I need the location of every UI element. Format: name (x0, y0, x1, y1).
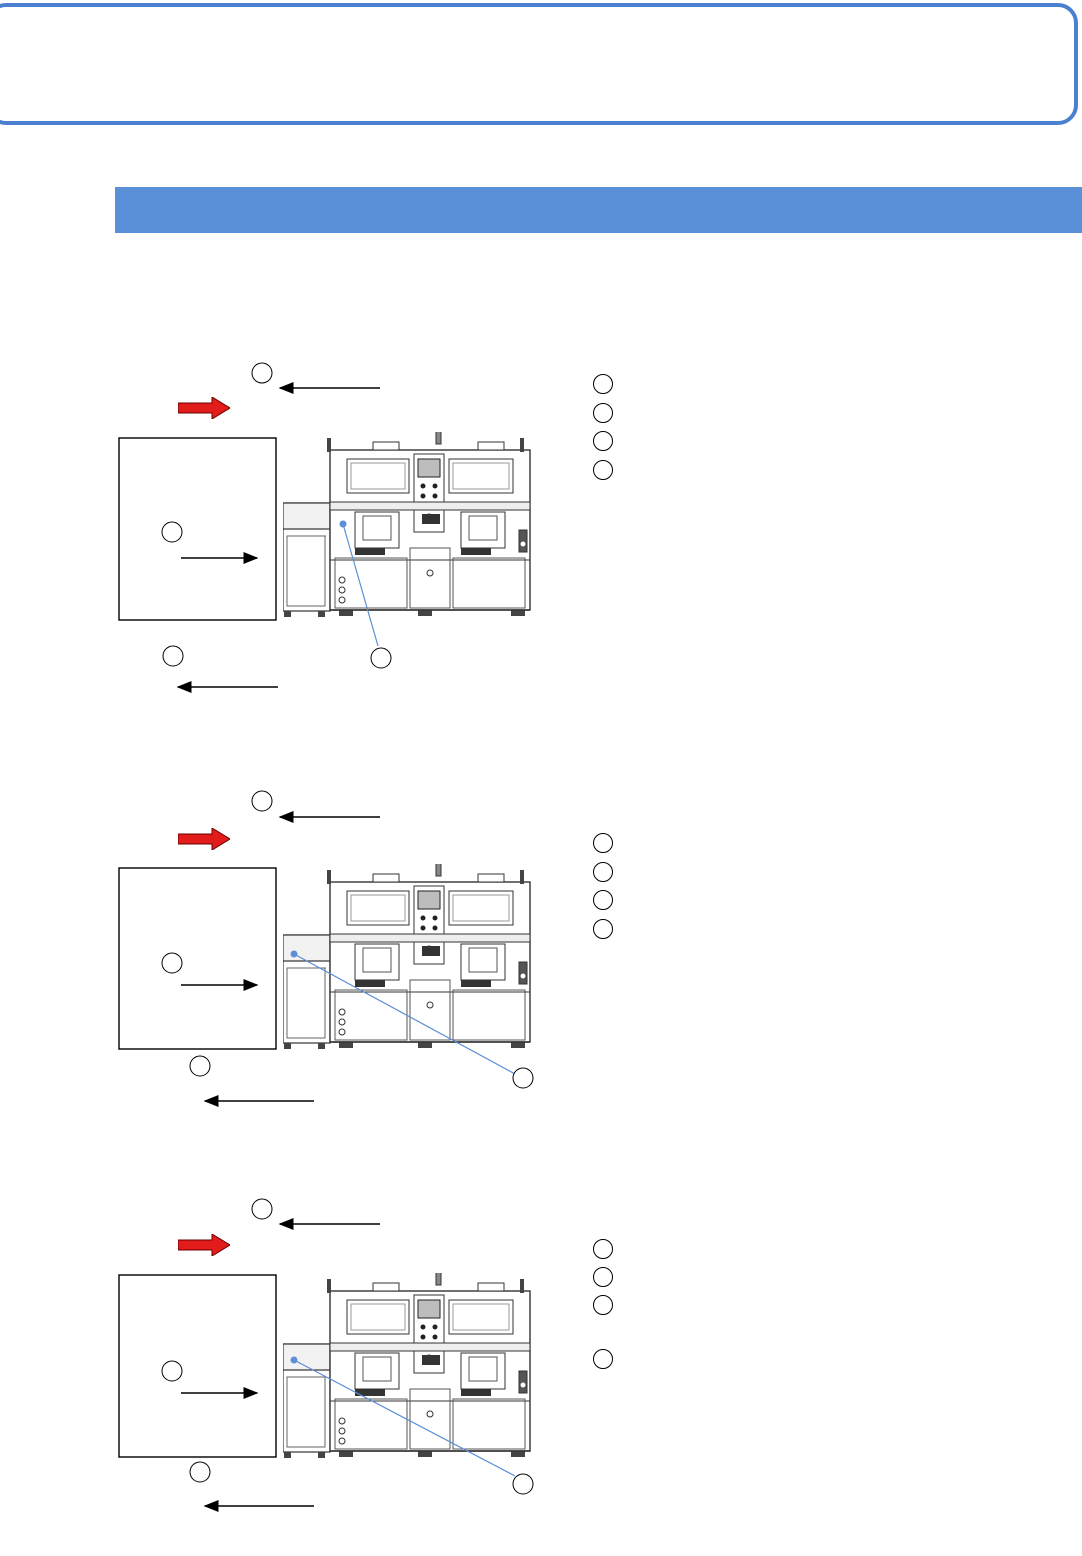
callout-circle (593, 1267, 613, 1287)
callout-circle (252, 363, 272, 383)
callout-circle (593, 460, 613, 480)
machine-front-view (283, 1267, 530, 1458)
legend-item (593, 429, 623, 453)
callout-circle (593, 374, 613, 394)
callout-circle (162, 1361, 182, 1381)
diagram-panel-2 (0, 788, 1082, 1148)
layout-diagram (0, 788, 560, 1128)
legend-item (593, 1293, 623, 1317)
callout-circle (190, 1462, 210, 1482)
diagram-panel-1 (0, 360, 1082, 720)
callout-circle (252, 791, 272, 811)
legend-item (593, 860, 623, 884)
callout-circle (593, 431, 613, 451)
callout-circle (593, 1239, 613, 1259)
layout-diagram (0, 360, 560, 700)
machine-front-view (283, 858, 530, 1049)
legend-item (593, 831, 623, 855)
callout-circle (162, 522, 182, 542)
machine-front-view (283, 426, 530, 617)
callout-circle (593, 1349, 613, 1369)
legend-item (593, 1347, 623, 1371)
legend-item (593, 1237, 623, 1261)
callout-circle (593, 403, 613, 423)
diagram-panel-3 (0, 1196, 1082, 1556)
callout-circle (513, 1068, 533, 1088)
legend-item (593, 458, 623, 482)
callout-circle (593, 833, 613, 853)
callout-circle (593, 1295, 613, 1315)
flow-arrow-icon (178, 828, 230, 850)
legend-item (593, 888, 623, 912)
legend-item (593, 401, 623, 425)
callout-circle (252, 1199, 272, 1219)
operator-area (119, 868, 276, 1049)
flow-arrow-icon (178, 397, 230, 419)
section-bar (115, 187, 1082, 233)
callout-circle (593, 919, 613, 939)
legend-item (593, 917, 623, 941)
callout-circle (162, 953, 182, 973)
callout-circle (371, 648, 391, 668)
callout-circle (190, 1056, 210, 1076)
layout-diagram (0, 1196, 560, 1516)
flow-arrow-icon (178, 1234, 230, 1256)
callout-circle (593, 862, 613, 882)
callout-circle (163, 646, 183, 666)
callout-circle (593, 890, 613, 910)
callout-circle (513, 1474, 533, 1494)
operator-area (119, 1275, 276, 1457)
legend-item (593, 372, 623, 396)
legend-item (593, 1265, 623, 1289)
operator-area (119, 438, 276, 620)
header-frame (0, 3, 1078, 125)
